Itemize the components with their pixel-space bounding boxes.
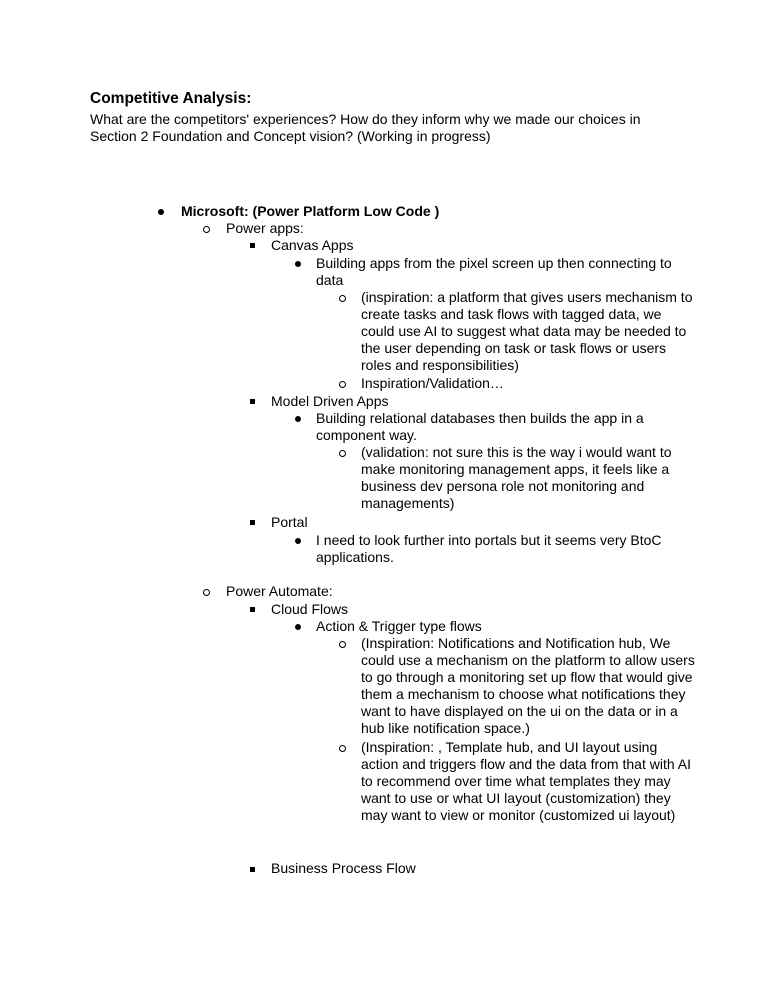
list-item-canvas-validation: Inspiration/Validation… (361, 375, 504, 391)
list-item-power-apps: Power apps: (226, 220, 304, 236)
list-item-power-automate: Power Automate: (226, 583, 333, 599)
circle-bullet (339, 295, 346, 302)
list-item-template-inspiration: (Inspiration: , Template hub, and UI layout using action and triggers flow and the data from that with AI to recommend over time what templates they may want to use or what UI layout (customization) they may want to view or monitor (customized ui layout) (361, 739, 691, 823)
disc-bullet (295, 538, 301, 544)
disc-bullet (158, 209, 164, 215)
list-item-model-validation: (validation: not sure this is the way i would want to make monitoring management apps, it feels like a business dev persona role not monitoring and managements) (361, 444, 672, 511)
list-item-cloud-flows: Cloud Flows (271, 601, 349, 617)
list-item-microsoft: Microsoft: (Power Platform Low Code ) (181, 203, 440, 219)
square-bullet (250, 243, 255, 248)
list-item-canvas-building: Building apps from the pixel screen up then connecting to data (316, 255, 672, 288)
section-heading: Competitive Analysis: (90, 90, 252, 107)
square-bullet (250, 607, 255, 612)
square-bullet (250, 520, 255, 525)
disc-bullet (295, 261, 301, 267)
list-item-portal: Portal (271, 514, 308, 530)
list-item-business-process: Business Process Flow (271, 860, 416, 876)
list-item-model-building: Building relational databases then builds the app in a component way. (316, 410, 644, 443)
circle-bullet (203, 589, 210, 596)
square-bullet (250, 399, 255, 404)
circle-bullet (339, 641, 346, 648)
circle-bullet (339, 381, 346, 388)
list-item-canvas-apps: Canvas Apps (271, 237, 354, 253)
list-item-notif-inspiration: (Inspiration: Notifications and Notification hub, We could use a mechanism on the platform to allow users to go through a monitoring set up flow that would give them a mechanism to choose what notifications they want to have displayed on the ui on the data or in a hub like notification space.) (361, 635, 695, 736)
list-item-portal-note: I need to look further into portals but it seems very BtoC applications. (316, 532, 662, 565)
list-item-canvas-inspiration: (inspiration: a platform that gives users mechanism to create tasks and task flows with tagged data, we could use AI to suggest what data may be needed to the user depending on task or task flows or users roles and responsibilities) (361, 289, 693, 373)
circle-bullet (203, 226, 210, 233)
list-item-action-trigger: Action & Trigger type flows (316, 618, 482, 634)
disc-bullet (295, 416, 301, 422)
disc-bullet (295, 624, 301, 630)
list-item-model-driven: Model Driven Apps (271, 393, 389, 409)
square-bullet (250, 867, 255, 872)
intro-paragraph: What are the competitors' experiences? How do they inform why we made our choices in Section 2 Foundation and Concept vision? (Working in progress) (90, 111, 641, 145)
circle-bullet (339, 450, 346, 457)
circle-bullet (339, 745, 346, 752)
